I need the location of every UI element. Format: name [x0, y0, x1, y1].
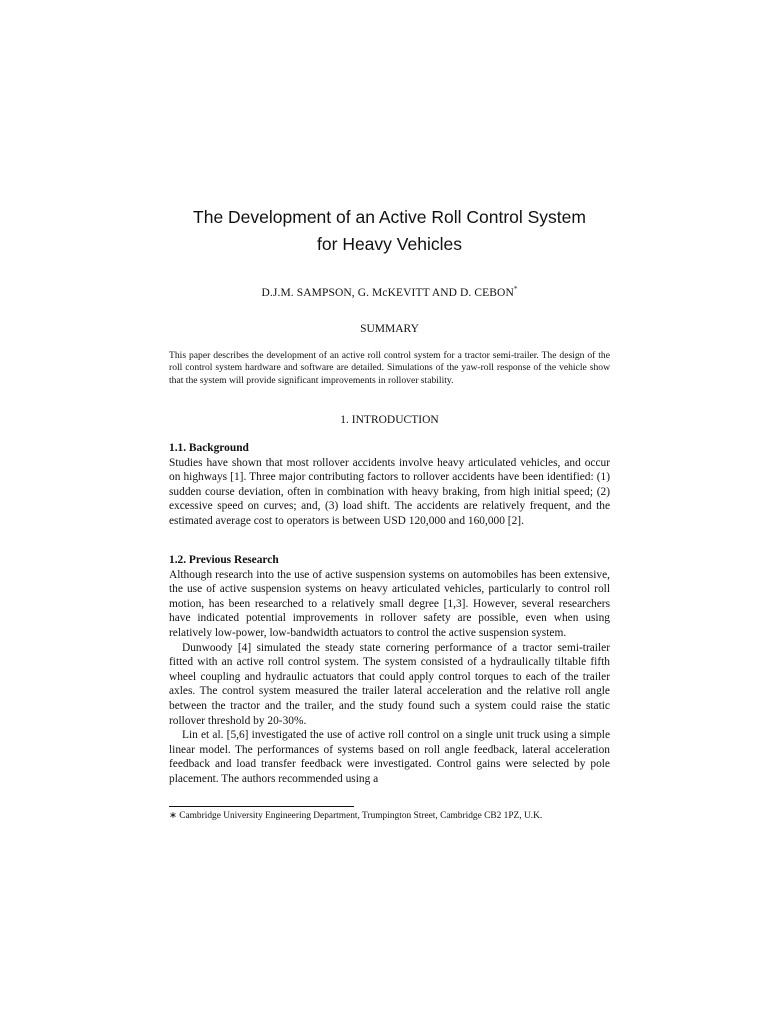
section-previous-research: [169, 553, 610, 787]
section-background: [169, 441, 610, 529]
title-line-1: The Development of an Active Roll Control System: [193, 207, 586, 227]
body-paragraph: Dunwoody [4] simulated the steady state cornering performance of a tractor semi-trailer fitted with an active roll control system. The system consisted of a hydraulically tiltable fifth wheel coupling and hydraulic actuators that could apply control torques to each of the trailer axles. The control system measured the trailer lateral acceleration and the relative roll angle between the tractor and the trailer, and the study found such a system could raise the static rollover threshold by 20-30%.: [169, 641, 610, 727]
title-line-2: for Heavy Vehicles: [317, 234, 462, 254]
footnote: ∗ Cambridge University Engineering Department, Trumpington Street, Cambridge CB2 1PZ, U.K.: [169, 811, 543, 821]
section-heading: 1.2. Previous Research: [169, 554, 279, 566]
summary-paragraph: This paper describes the development of an active roll control system for a tractor semi-trailer. The design of the roll control system hardware and software are detailed. Simulations of the yaw-roll response of the vehicle show that the system will provide significant improvements in rollover stability.: [169, 350, 610, 386]
author-footnote-mark: *: [513, 285, 518, 293]
paper-title: [159, 204, 620, 258]
author-list: [169, 282, 610, 300]
summary-heading: SUMMARY: [360, 323, 419, 335]
introduction-heading: 1. INTRODUCTION: [340, 414, 439, 426]
section-heading: 1.1. Background: [169, 442, 249, 454]
footnote-divider: [169, 806, 354, 807]
body-paragraph: Although research into the use of active suspension systems on automobiles has been extensive, the use of active suspension systems on heavy articulated vehicles, particularly to control roll motion, has been researched to a relatively small degree [1,3]. However, several researchers have indicated potential improvements in rollover safety are possible, even when using relatively low-power, low-bandwidth actuators to control the active suspension system.: [169, 568, 610, 639]
body-paragraph: Studies have shown that most rollover accidents involve heavy articulated vehicles, and occur on highways [1]. Three major contributing factors to rollover accidents have been identified: (1) sudden course deviation, often in combination with heavy braking, from high initial speed; (2) excessive speed on curves; and, (3) load shift. The accidents are relatively frequent, and the estimated average cost to operators is between USD 120,000 and 160,000 [2].: [169, 456, 610, 527]
body-paragraph: Lin et al. [5,6] investigated the use of active roll control on a single unit truck using a simple linear model. The performances of systems based on roll angle feedback, lateral acceleration feedback and load transfer feedback were investigated. Control gains were selected by pole placement. The authors recommended using a: [169, 729, 610, 785]
authors-text: D.J.M. SAMPSON, G. McKEVITT AND D. CEBON: [261, 286, 514, 299]
